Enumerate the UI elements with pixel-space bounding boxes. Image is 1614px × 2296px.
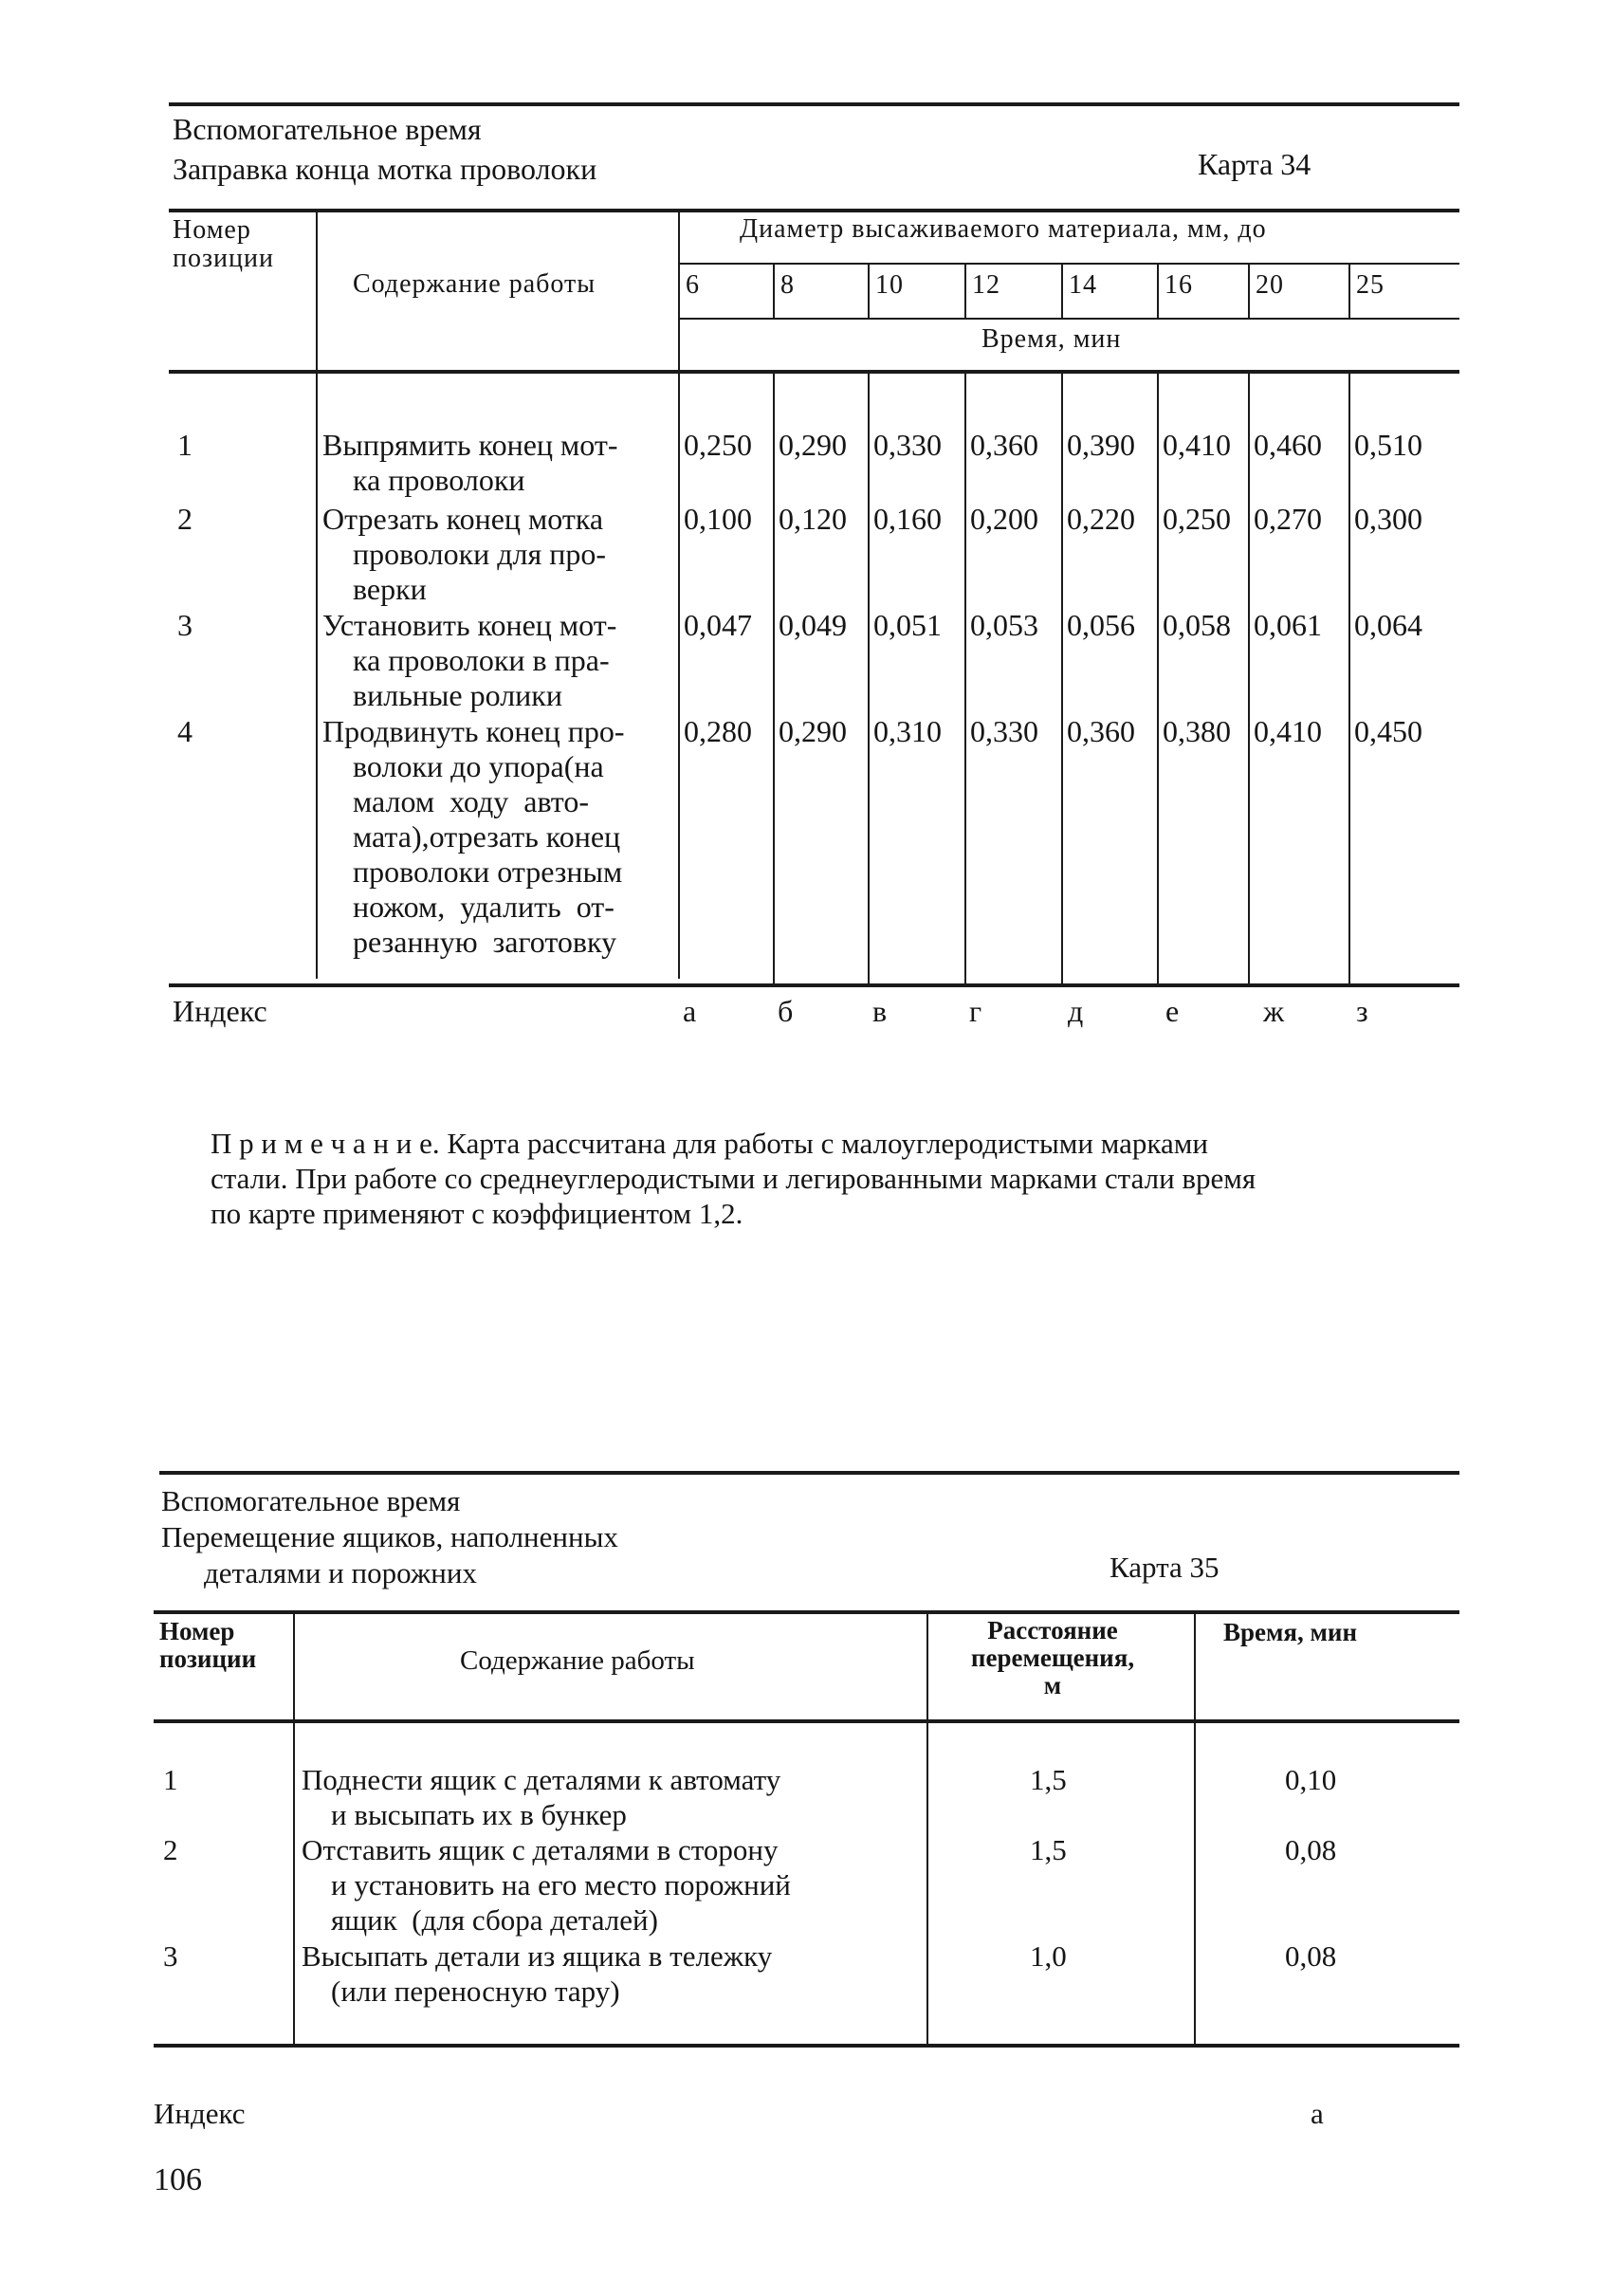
card34-value-divider [773,372,775,983]
diameter-divider [964,263,966,318]
card34-value-cell: 0,290 [779,714,847,748]
card35-row-time: 0,08 [1285,1833,1337,1866]
card34-index-letter: в [872,994,888,1028]
card34-index-letter: з [1356,994,1368,1028]
card35-row-distance: 1,5 [1030,1833,1067,1866]
note-lead: П р и м е ч а н и е. [211,1127,440,1160]
card34-diam-rule-bottom [678,318,1459,320]
card35-title-line1: Перемещение ящиков, наполненных [161,1520,618,1553]
card35-section: Вспомогательное время [161,1484,461,1517]
card34-value-divider [1061,372,1063,983]
card35-row-num: 3 [163,1939,178,1973]
diameter-divider [1348,263,1350,318]
card34-table-bottom-rule [169,983,1459,987]
note-line-1 [211,1127,1208,1161]
card35-header-bottom-rule [154,1719,1459,1723]
card34-value-cell: 0,220 [1067,502,1135,536]
card34-row-text: Установить конец мот- ка проволоки в пра- вильные ролики [322,608,617,712]
card34-header-bottom-rule [169,370,1459,374]
card34-value-cell: 0,510 [1354,428,1422,462]
note-line-3: по карте применяют с коэффициентом 1,2. [211,1197,743,1230]
card34-content-header: Содержание работы [353,269,596,299]
page-number: 106 [154,2162,202,2197]
card35-row-time: 0,08 [1285,1939,1337,1973]
card34-table-top-rule [169,209,1459,212]
card34-value-cell: 0,410 [1254,714,1322,748]
card35-label: Карта 35 [1110,1551,1220,1584]
diameter-cell-25: 25 [1356,270,1385,300]
card34-value-divider [1248,372,1250,983]
card34-index-letter: г [969,994,982,1028]
card34-value-cell: 0,120 [779,502,847,536]
card35-title-line2: деталями и порожних [204,1556,477,1589]
diameter-divider [1157,263,1159,318]
card34-value-cell: 0,300 [1354,502,1422,536]
card34-diam-rule-top [678,263,1459,265]
diameter-cell-20: 20 [1256,270,1284,300]
card34-value-cell: 0,051 [873,608,942,642]
diameter-cell-8: 8 [780,270,795,300]
card34-value-cell: 0,061 [1254,608,1322,642]
card35-col-divider-2 [926,1612,928,2044]
card34-row-num: 2 [177,502,193,536]
card35-row-num: 2 [163,1833,178,1866]
card34-index-label: Индекс [173,994,267,1028]
card35-row-distance: 1,0 [1030,1939,1067,1973]
card34-value-cell: 0,310 [873,714,942,748]
card34-num-header: Номер позиции [173,215,274,273]
card34-value-cell: 0,410 [1163,428,1231,462]
diameter-divider [1061,263,1063,318]
card35-col-divider-3 [1194,1612,1196,2044]
diameter-cell-12: 12 [972,270,1000,300]
card34-value-cell: 0,047 [684,608,752,642]
card34-value-cell: 0,380 [1163,714,1231,748]
card35-row-distance: 1,5 [1030,1763,1067,1796]
card34-index-letter: ж [1263,994,1285,1028]
card34-value-cell: 0,049 [779,608,847,642]
diameter-divider [1248,263,1250,318]
card35-row-time: 0,10 [1285,1763,1337,1796]
card34-value-cell: 0,064 [1354,608,1422,642]
card34-title: Заправка конца мотка проволоки [173,152,597,186]
card34-value-cell: 0,200 [970,502,1038,536]
diameter-cell-10: 10 [875,270,904,300]
card35-index-letter: а [1311,2097,1324,2130]
card35-row-num: 1 [163,1763,178,1796]
card34-index-letter: д [1068,994,1084,1028]
card34-value-cell: 0,053 [970,608,1038,642]
card34-value-cell: 0,330 [970,714,1038,748]
card34-value-cell: 0,460 [1254,428,1322,462]
card34-value-cell: 0,360 [1067,714,1135,748]
card34-value-cell: 0,056 [1067,608,1135,642]
card35-row-text: Поднести ящик с деталями к автомату и высыпать их в бункер [302,1763,781,1831]
card34-row-text: Продвинуть конец про- волоки до упора(на малом ходу авто- мата),отрезать конец проволоки отрезным ножом, удалить от- резанную заготовку [322,714,625,959]
card35-time-header: Время, мин [1223,1618,1358,1646]
card34-value-cell: 0,390 [1067,428,1135,462]
card34-value-cell: 0,058 [1163,608,1231,642]
card34-label: Карта 34 [1198,147,1311,181]
card34-col-divider-2 [678,211,680,979]
card35-table-top-rule [154,1610,1459,1614]
card34-value-divider [1348,372,1350,983]
card34-row-num: 1 [177,428,193,462]
card35-table-bottom-rule [154,2044,1459,2048]
diameter-divider [868,263,870,318]
diameter-cell-16: 16 [1165,270,1193,300]
card34-section: Вспомогательное время [173,112,482,146]
card34-value-cell: 0,270 [1254,502,1322,536]
card34-row-text: Отрезать конец мотка проволоки для про- верки [322,502,606,606]
card35-content-header: Содержание работы [460,1645,695,1676]
card35-row-text: Отставить ящик с деталями в сторону и установить на его место порожний ящик (для сбора деталей) [302,1833,791,1937]
card34-value-cell: 0,250 [684,428,752,462]
card34-diameter-header: Диаметр высаживаемого материала, мм, до [740,214,1267,244]
card34-value-cell: 0,330 [873,428,942,462]
card34-value-cell: 0,250 [1163,502,1231,536]
card34-index-letter: е [1165,994,1180,1028]
card35-dist-header: Расстояние перемещения, м [970,1616,1135,1699]
card34-index-letter: б [778,994,794,1028]
card34-col-divider-1 [316,211,318,979]
card35-row-text: Высыпать детали из ящика в тележку (или переносную тару) [302,1939,773,2008]
card34-value-divider [1157,372,1159,983]
card34-value-cell: 0,100 [684,502,752,536]
card34-row-num: 3 [177,608,193,642]
card34-row-num: 4 [177,714,193,748]
diameter-cell-6: 6 [686,270,700,300]
card34-time-header: Время, мин [981,324,1122,354]
card34-value-cell: 0,160 [873,502,942,536]
diameter-divider [773,263,775,318]
card35-col-divider-1 [293,1612,295,2044]
card34-value-divider [868,372,870,983]
card34-index-letter: а [683,994,697,1028]
note-text-1: Карта рассчитана для работы с малоуглеродистыми марками [439,1127,1208,1160]
card34-value-cell: 0,360 [970,428,1038,462]
card34-value-cell: 0,280 [684,714,752,748]
card34-top-rule [169,102,1459,106]
diameter-cell-14: 14 [1069,270,1097,300]
card35-num-header: Номер позиции [159,1617,257,1673]
card34-row-text: Выпрямить конец мот- ка проволоки [322,428,618,497]
note-line-2: стали. При работе со среднеуглеродистыми и легированными марками стали время [211,1162,1256,1195]
card34-value-cell: 0,450 [1354,714,1422,748]
card35-top-rule [159,1471,1459,1475]
card34-value-divider [964,372,966,983]
card35-index-label: Индекс [154,2097,246,2130]
card34-value-cell: 0,290 [779,428,847,462]
